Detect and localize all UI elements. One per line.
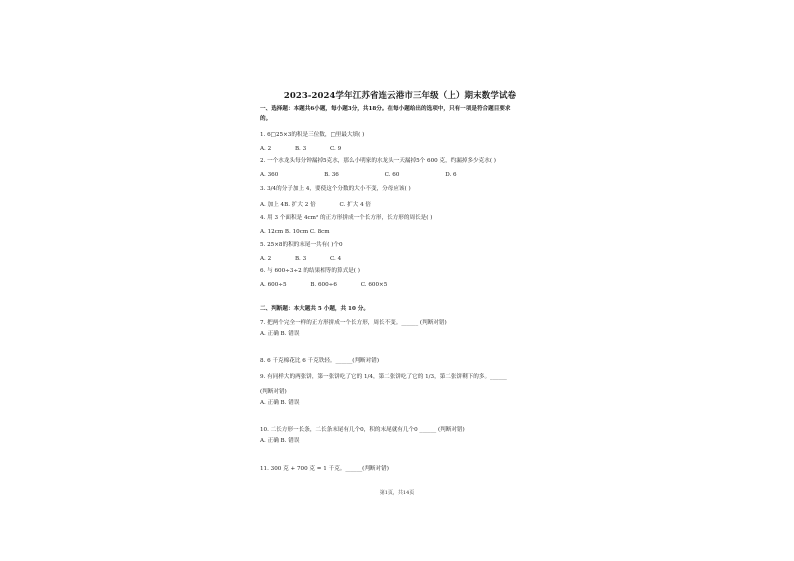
option-ab: A. 加上 4B. 扩大 2 倍 [260, 202, 316, 208]
option-c: C. 扩大 4 倍 [339, 202, 372, 208]
option-a: A. 600÷5 [260, 282, 287, 288]
option-b: B. 600÷6 [310, 282, 337, 288]
question-1: 1. 6□25×3的积是三位数，□里最大填( ) [260, 132, 365, 138]
question-6: 6. 与 600÷3÷2 的结果相等的算式是( ) [260, 268, 360, 274]
question-7: 7. 把两个完全一样的正方形拼成一个长方形，周长不变。______ (判断对错) [260, 320, 447, 326]
option-b: B. 36 [324, 172, 339, 178]
option-b: B. 3 [294, 146, 307, 152]
question-5: 5. 25×8的积的末尾一共有( )个0 [260, 242, 343, 248]
question-11: 11. 300 克 + 700 克 = 1 千克。______(判断对错) [260, 466, 389, 472]
question-10-options: A. 正确 B. 错误 [260, 438, 300, 444]
option-a: A. 360 [260, 172, 279, 178]
section1-heading: 一、选择题：本题共6小题，每小题3分，共18分。在每小题给出的选项中，只有一项是符合题目要求 [260, 106, 511, 112]
question-9-options: A. 正确 B. 错误 [260, 400, 300, 406]
option-c: C. 60 [384, 172, 400, 178]
option-a: A. 2 [260, 146, 272, 152]
option-c: C. 600×5 [360, 282, 388, 288]
option-c: C. 4 [329, 256, 342, 262]
option-c: C. 9 [329, 146, 342, 152]
page-footer: 第1页，共14页 [379, 490, 415, 496]
option-d: D. 6 [445, 172, 457, 178]
question-7-options: A. 正确 B. 错误 [260, 331, 300, 337]
option-b: B. 3 [294, 256, 307, 262]
question-4: 4. 用 3 个面积是 4cm² 的正方形拼成一个长方形，长方形的周长是( ) [260, 215, 433, 221]
question-5-options [260, 256, 363, 263]
question-2: 2. 一个水龙头每分钟漏掉5克水，那么小明家的水龙头一天漏掉5个 600 克，约漏掉多少克水( ) [260, 158, 496, 164]
question-6-options [260, 282, 409, 289]
question-3: 3. 3/4的分子加上 4，要使这个分数的大小不变，分母应该( ) [260, 186, 411, 192]
option-a: A. 2 [260, 256, 272, 262]
question-9: 9. 有同样大的两张饼，第一张饼吃了它的 1/4，第二张饼吃了它的 1/3，第二张饼剩下的多。______ [260, 374, 507, 380]
question-9-cont: (判断对错) [260, 389, 287, 395]
question-2-options [260, 172, 479, 179]
question-10: 10. 二长方形一长条，二长条末尾有几个0，积的末尾就有几个0 ______ (判断对错) [260, 427, 465, 433]
question-1-options [260, 146, 363, 153]
question-4-options: A. 12cm B. 10cm C. 8cm [260, 229, 330, 235]
question-8: 8. 6 千克棉花比 6 千克铁轻。______(判断对错) [260, 358, 380, 364]
section2-heading: 二、判断题：本大题共 5 小题，共 10 分。 [260, 306, 369, 312]
question-3-options [260, 202, 393, 209]
section1-heading-cont: 的。 [260, 116, 272, 122]
exam-title: 2023-2024学年江苏省连云港市三年级（上）期末数学试卷 [283, 91, 517, 101]
